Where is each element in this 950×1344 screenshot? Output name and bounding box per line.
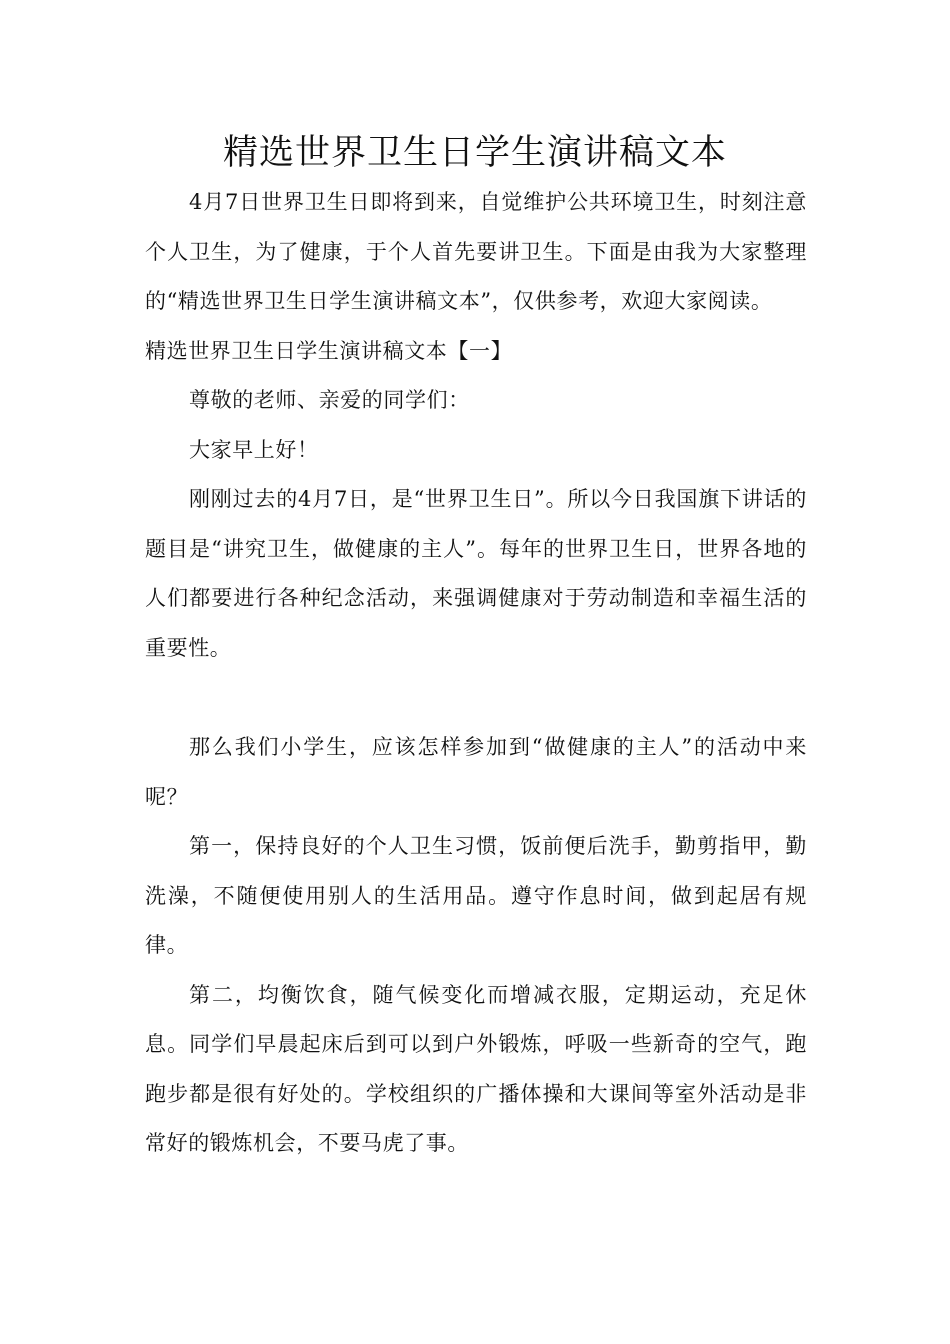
document-body	[145, 178, 807, 1169]
greeting: 大家早上好！	[189, 437, 319, 462]
intro-paragraph: 4月7日世界卫生日即将到来，自觉维护公共环境卫生，时刻注意个人卫生，为了健康，于个人首先要讲卫生。下面是由我为大家整理的“精选世界卫生日学生演讲稿文本”，仅供参考，欢迎大家阅读。	[145, 190, 807, 313]
body-paragraph: 刚刚过去的4月7日，是“世界卫生日”。所以今日我国旗下讲话的题目是“讲究卫生，做健康的主人”。每年的世界卫生日，世界各地的人们都要进行各种纪念活动，来强调健康对于劳动制造和幸福生活的重要性。	[145, 487, 807, 660]
body-paragraph: 第二，均衡饮食，随气候变化而增减衣服，定期运动，充足休息。同学们早晨起床后到可以到户外锻炼，呼吸一些新奇的空气，跑跑步都是很有好处的。学校组织的广播体操和大课间等室外活动是非常好的锻炼机会，不要马虎了事。	[145, 982, 807, 1155]
paragraph-spacer	[145, 673, 807, 723]
body-paragraph: 第一，保持良好的个人卫生习惯，饭前便后洗手，勤剪指甲，勤洗澡，不随便使用别人的生活用品。遵守作息时间，做到起居有规律。	[145, 834, 807, 957]
document-title: 精选世界卫生日学生演讲稿文本	[222, 133, 727, 173]
section-heading: 精选世界卫生日学生演讲稿文本【一】	[145, 338, 513, 363]
body-paragraph: 那么我们小学生，应该怎样参加到“做健康的主人”的活动中来呢？	[145, 735, 807, 809]
salutation: 尊敬的老师、亲爱的同学们：	[189, 388, 470, 412]
